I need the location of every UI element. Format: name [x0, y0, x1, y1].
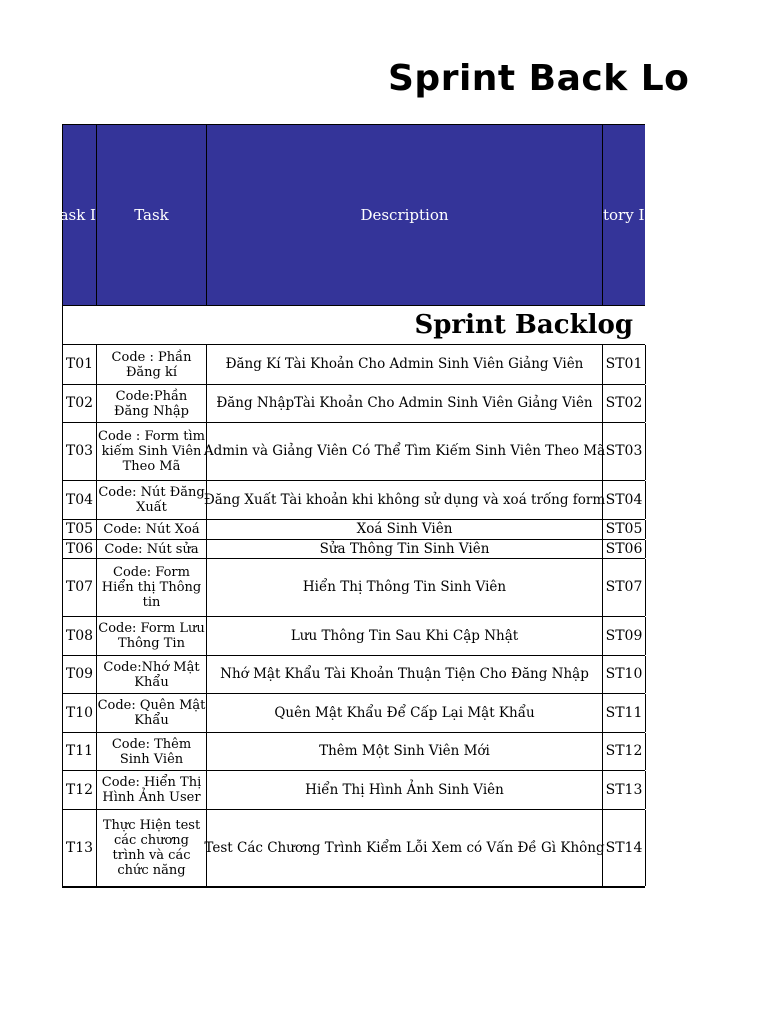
cell-task-id: T12	[63, 771, 97, 809]
cell-task-id: T03	[63, 423, 97, 480]
cell-task: Code: Form Hiển thị Thông tin	[97, 559, 207, 616]
cell-task: Code : Phần Đăng kí	[97, 345, 207, 384]
cell-task-id: T08	[63, 617, 97, 655]
cell-story-id: ST03	[603, 423, 646, 480]
table-row	[63, 693, 645, 732]
header-task: Task	[97, 125, 207, 305]
table-row	[63, 539, 645, 558]
cell-story-id: ST09	[603, 617, 646, 655]
cell-task: Code: Quên Mật Khẩu	[97, 694, 207, 732]
cell-description: Đăng NhậpTài Khoản Cho Admin Sinh Viên Giảng Viên	[207, 385, 603, 422]
table-row	[63, 422, 645, 480]
table-row	[63, 655, 645, 693]
cell-task: Code: Nút Đăng Xuất	[97, 481, 207, 519]
table-row	[63, 809, 645, 887]
cell-task: Code: Nút Xoá	[97, 520, 207, 539]
cell-task-id: T04	[63, 481, 97, 519]
table-row	[63, 519, 645, 539]
table-row	[63, 770, 645, 809]
cell-description: Xoá Sinh Viên	[207, 520, 603, 539]
cell-story-id: ST01	[603, 345, 646, 384]
cell-description: Đăng Kí Tài Khoản Cho Admin Sinh Viên Giảng Viên	[207, 345, 603, 384]
cell-story-id: ST05	[603, 520, 646, 539]
cell-description: Lưu Thông Tin Sau Khi Cập Nhật	[207, 617, 603, 655]
cell-task: Code: Hiển Thị Hình Ảnh User	[97, 771, 207, 809]
cell-description: Hiển Thị Thông Tin Sinh Viên	[207, 559, 603, 616]
cell-task-id: T01	[63, 345, 97, 384]
header-description: Description	[207, 125, 603, 305]
cell-task-id: T05	[63, 520, 97, 539]
title-area	[0, 52, 690, 108]
cell-task: Code: Form Lưu Thông Tin	[97, 617, 207, 655]
header-story-id: tory I	[603, 206, 645, 224]
cell-description: Admin và Giảng Viên Có Thể Tìm Kiếm Sinh Viên Theo Mã	[207, 423, 603, 480]
cell-task-id: T11	[63, 733, 97, 770]
cell-story-id: ST11	[603, 694, 646, 732]
cell-task: Code: Nút sửa	[97, 540, 207, 558]
page-title: Sprint Back Lo	[388, 58, 690, 99]
cell-story-id: ST04	[603, 481, 646, 519]
cell-story-id: ST07	[603, 559, 646, 616]
cell-description: Hiển Thị Hình Ảnh Sinh Viên	[207, 771, 603, 809]
cell-description: Thêm Một Sinh Viên Mới	[207, 733, 603, 770]
header-task-id: ask I	[63, 125, 97, 305]
cell-task: Code: Thêm Sinh Viên	[97, 733, 207, 770]
cell-story-id: ST13	[603, 771, 646, 809]
cell-description: Nhớ Mật Khẩu Tài Khoản Thuận Tiện Cho Đăng Nhập	[207, 656, 603, 693]
cell-task: Thực Hiện test các chương trình và các chức năng	[97, 810, 207, 886]
backlog-table	[59, 124, 645, 888]
table-row	[63, 558, 645, 616]
table-row	[63, 480, 645, 519]
table-row	[63, 384, 645, 422]
cell-task: Code:Nhớ Mật Khẩu	[97, 656, 207, 693]
subtitle-row	[63, 305, 645, 344]
table-row	[63, 732, 645, 770]
cell-description: Test Các Chương Trình Kiểm Lỗi Xem có Vấn Đề Gì Không	[207, 810, 603, 886]
cell-task-id: T09	[63, 656, 97, 693]
cell-story-id: ST02	[603, 385, 646, 422]
cell-task: Code:Phần Đăng Nhập	[97, 385, 207, 422]
cell-description: Đăng Xuất Tài khoản khi không sử dụng và xoá trống form	[207, 481, 603, 519]
cell-story-id: ST06	[603, 540, 646, 558]
cell-description: Sửa Thông Tin Sinh Viên	[207, 540, 603, 558]
cell-story-id: ST10	[603, 656, 646, 693]
cell-story-id: ST12	[603, 733, 646, 770]
table-row	[63, 344, 645, 384]
cell-story-id: ST14	[603, 810, 646, 886]
cell-task-id: T07	[63, 559, 97, 616]
cell-task-id: T13	[63, 810, 97, 886]
table-subtitle: Sprint Backlog	[414, 310, 633, 340]
table-header	[59, 125, 645, 305]
table-row	[63, 616, 645, 655]
cell-task: Code : Form tìm kiếm Sinh Viên Theo Mã	[97, 423, 207, 480]
cell-description: Quên Mật Khẩu Để Cấp Lại Mật Khẩu	[207, 694, 603, 732]
cell-task-id: T06	[63, 540, 97, 558]
cell-task-id: T10	[63, 694, 97, 732]
cell-task-id: T02	[63, 385, 97, 422]
